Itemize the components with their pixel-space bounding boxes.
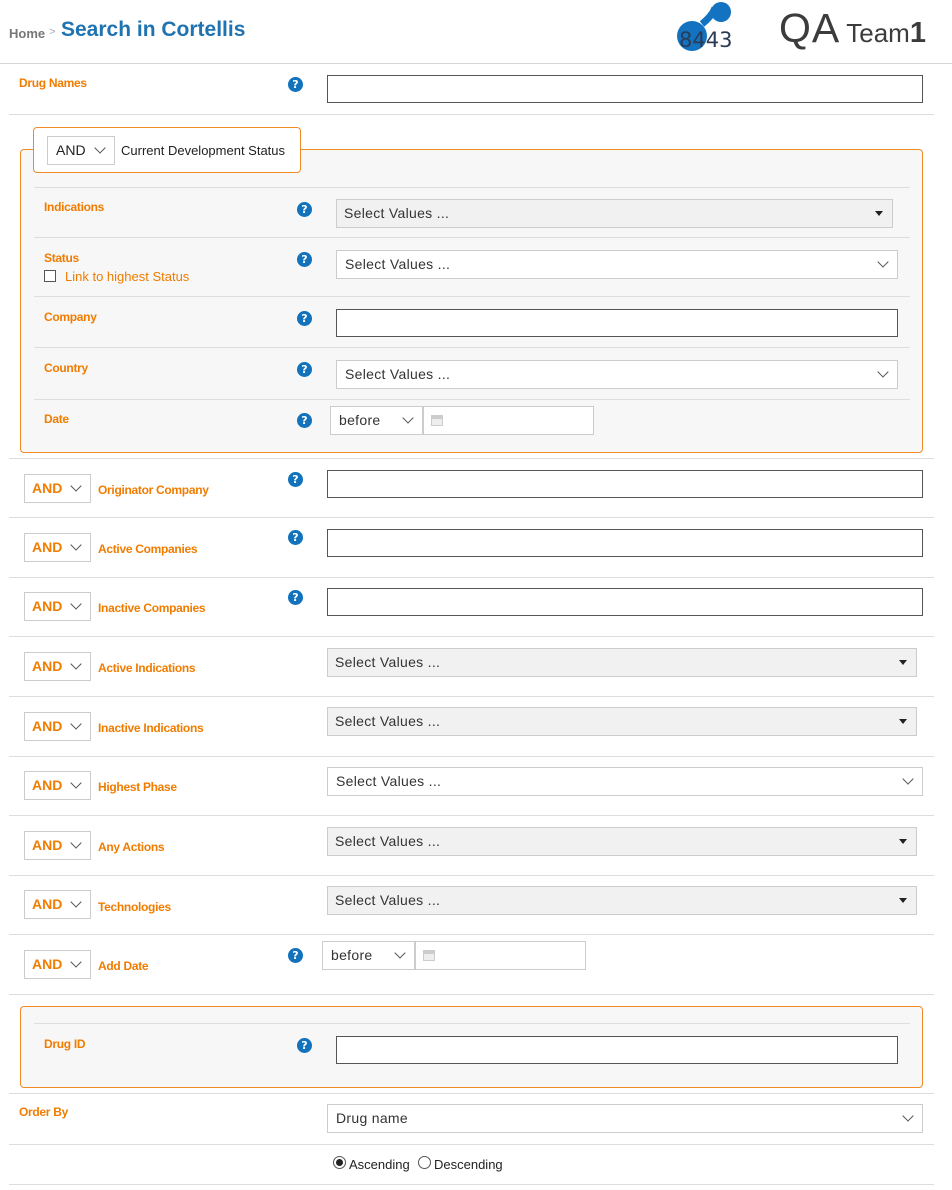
active-indications-operator-select[interactable]: AND (24, 652, 91, 681)
ascending-label[interactable]: Ascending (349, 1157, 410, 1172)
link-highest-status-checkbox[interactable] (44, 270, 56, 282)
order-by-select[interactable]: Drug name (327, 1104, 923, 1133)
active-companies-operator-select[interactable]: AND (24, 533, 91, 562)
descending-radio[interactable] (418, 1156, 431, 1169)
chevron-down-icon (70, 598, 81, 609)
indications-label: Indications (44, 200, 105, 214)
breadcrumb-separator: > (49, 26, 56, 38)
add-date-operator-dropdown[interactable]: before (322, 941, 415, 970)
active-companies-row (9, 517, 934, 578)
status-label: Status (44, 251, 79, 265)
page-title: Search in Cortellis (61, 18, 246, 41)
inactive-companies-input[interactable] (327, 588, 923, 616)
chevron-down-icon (70, 777, 81, 788)
cds-legend (33, 127, 301, 173)
chevron-down-icon (402, 412, 413, 423)
technologies-operator-select[interactable]: AND (24, 890, 91, 919)
originator-company-help-icon[interactable]: ? (288, 472, 303, 487)
chevron-down-icon (877, 366, 888, 377)
chevron-down-icon (70, 658, 81, 669)
logo-8443 (672, 2, 744, 54)
country-select[interactable]: Select Values ... (336, 360, 898, 389)
highest-phase-select[interactable]: Select Values ... (327, 767, 923, 796)
chevron-down-icon (70, 539, 81, 550)
order-by-row (9, 1093, 934, 1145)
cds-title: Current Development Status (121, 143, 286, 158)
drug-id-help-icon[interactable]: ? (297, 1038, 312, 1053)
date-operator-select[interactable]: before (330, 406, 423, 435)
active-companies-input[interactable] (327, 529, 923, 557)
highest-phase-row (9, 756, 934, 816)
inactive-companies-row (9, 577, 934, 637)
highest-phase-label: Highest Phase (98, 780, 177, 794)
drug-id-row (34, 1023, 910, 1075)
calendar-icon[interactable] (431, 415, 443, 426)
drug-names-input[interactable] (327, 75, 923, 103)
add-date-row (9, 934, 934, 995)
caret-down-icon (899, 719, 907, 724)
sort-direction-row (9, 1144, 934, 1185)
drug-id-label: Drug ID (44, 1037, 86, 1051)
cds-country-row (34, 347, 910, 400)
logo-qa: QA (779, 5, 841, 51)
cds-date-row (34, 399, 910, 443)
calendar-icon[interactable] (423, 950, 435, 961)
chevron-down-icon (902, 1110, 913, 1121)
date-label: Date (44, 412, 69, 426)
company-label: Company (44, 310, 97, 324)
technologies-row (9, 875, 934, 935)
chevron-down-icon (70, 718, 81, 729)
status-help-icon[interactable]: ? (297, 252, 312, 267)
date-help-icon[interactable]: ? (297, 413, 312, 428)
qa-team-logo (779, 5, 926, 52)
date-input[interactable] (423, 406, 594, 435)
drug-id-input[interactable] (336, 1036, 898, 1064)
active-indications-label: Active Indications (98, 661, 196, 675)
cds-company-row (34, 296, 910, 348)
technologies-label: Technologies (98, 900, 171, 914)
inactive-companies-help-icon[interactable]: ? (288, 590, 303, 605)
indications-select[interactable]: Select Values ... (336, 199, 893, 228)
chevron-down-icon (70, 837, 81, 848)
inactive-indications-row (9, 696, 934, 757)
originator-company-operator-select[interactable]: AND (24, 474, 91, 503)
originator-company-input[interactable] (327, 470, 923, 498)
caret-down-icon (899, 839, 907, 844)
inactive-indications-label: Inactive Indications (98, 721, 204, 735)
any-actions-label: Any Actions (98, 840, 165, 854)
chevron-down-icon (70, 896, 81, 907)
active-companies-help-icon[interactable]: ? (288, 530, 303, 545)
company-input[interactable] (336, 309, 898, 337)
descending-label[interactable]: Descending (434, 1157, 503, 1172)
chevron-down-icon (877, 256, 888, 267)
caret-down-icon (875, 211, 883, 216)
add-date-label: Add Date (98, 959, 149, 973)
any-actions-select[interactable]: Select Values ... (327, 827, 917, 856)
company-help-icon[interactable]: ? (297, 311, 312, 326)
indications-help-icon[interactable]: ? (297, 202, 312, 217)
country-label: Country (44, 361, 88, 375)
logo-number: 8443 (679, 28, 733, 52)
add-date-operator-select[interactable]: AND (24, 950, 91, 979)
any-actions-operator-select[interactable]: AND (24, 831, 91, 860)
logo-team-number: 1 (909, 17, 926, 49)
caret-down-icon (899, 660, 907, 665)
cds-operator-select[interactable]: AND (47, 136, 115, 165)
link-highest-status-label[interactable]: Link to highest Status (65, 269, 190, 284)
originator-company-label: Originator Company (98, 483, 209, 497)
active-companies-label: Active Companies (98, 542, 198, 556)
any-actions-row (9, 815, 934, 876)
active-indications-select[interactable]: Select Values ... (327, 648, 917, 677)
highest-phase-operator-select[interactable]: AND (24, 771, 91, 800)
caret-down-icon (899, 898, 907, 903)
logo-team: Team (846, 18, 910, 48)
inactive-indications-operator-select[interactable]: AND (24, 712, 91, 741)
page-header (0, 0, 952, 64)
ascending-radio[interactable] (333, 1156, 346, 1169)
chevron-down-icon (394, 947, 405, 958)
add-date-help-icon[interactable]: ? (288, 948, 303, 963)
chevron-down-icon (70, 956, 81, 967)
status-select[interactable]: Select Values ... (336, 250, 898, 279)
cds-indications-row (34, 187, 910, 238)
chevron-down-icon (902, 773, 913, 784)
inactive-companies-label: Inactive Companies (98, 601, 206, 615)
inactive-indications-select[interactable]: Select Values ... (327, 707, 917, 736)
cds-status-row (34, 237, 910, 297)
drug-names-row (9, 64, 934, 115)
technologies-select[interactable]: Select Values ... (327, 886, 917, 915)
drug-names-label: Drug Names (19, 76, 87, 90)
chevron-down-icon (94, 142, 105, 153)
drug-names-help-icon[interactable]: ? (288, 77, 303, 92)
active-indications-row (9, 636, 934, 697)
originator-company-row (9, 458, 934, 518)
country-help-icon[interactable]: ? (297, 362, 312, 377)
breadcrumb-home-link[interactable]: Home (9, 26, 46, 41)
order-by-label: Order By (19, 1105, 68, 1119)
add-date-input[interactable] (415, 941, 586, 970)
inactive-companies-operator-select[interactable]: AND (24, 592, 91, 621)
chevron-down-icon (70, 480, 81, 491)
